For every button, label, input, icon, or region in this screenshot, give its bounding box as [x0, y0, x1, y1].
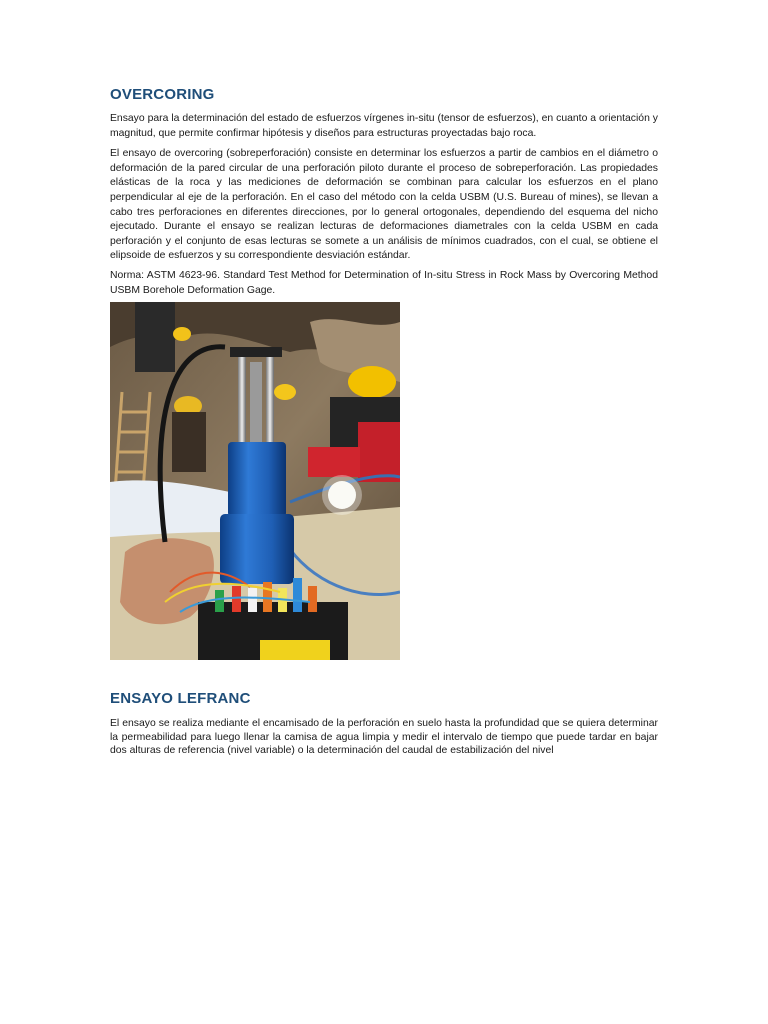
overcoring-heading: OVERCORING: [110, 86, 215, 103]
overcoring-intro-paragraph: Ensayo para la determinación del estado de esfuerzos vírgenes in-situ (tensor de esfuerzos), en cuanto a orientación y magnitud, que permite confirmar hipótesis y diseños para estructuras proyectadas bajo roca.: [110, 113, 658, 139]
lefranc-paragraph: El ensayo se realiza mediante el encamisado de la perforación en suelo hasta la profundidad que se quiera determinar la permeabilidad para luego llenar la camisa de agua limpia y medir el intervalo de tiempo que puede tardar en bajar dos alturas de referencia (nivel variable) o la determinación del caudal de estabilización del nivel: [110, 718, 658, 757]
lefranc-heading: ENSAYO LEFRANC: [110, 690, 251, 708]
overcoring-standard-paragraph: Norma: ASTM 4623-96. Standard Test Method for Determination of In-situ Stress in Rock Mass by Overcoring Method USBM Borehole Deformation Gage.: [110, 269, 658, 296]
overcoring-method-paragraph: El ensayo de overcoring (sobreperforación) consiste en determinar los esfuerzos a partir de cambios en el diámetro o deformación de la pared circular de una perforación piloto durante el proceso de sobreperforación. Las propiedades elásticas de la roca y las mediciones de deformación se combinan para calcular los esfuerzos en el plano perpendicular al eje de la perforación. En el caso del método con la celda USBM (U.S. Bureau of mines), se llevan a cabo tres perforaciones en diferentes direcciones, por lo general ortogonales, dependiendo del esquema del nicho ejecutado. Durante el ensayo se realizan lecturas de deformaciones diametrales con la celda USBM en cada perforación y el conjunto de esas lecturas se somete a un análisis de mínimos cuadrados, con el cual, se obtiene el elipsoide de esfuerzos y su correspondiente desviación estándar.: [110, 148, 658, 262]
overcoring-equipment-photo: [110, 302, 400, 660]
document-page: [110, 86, 658, 758]
